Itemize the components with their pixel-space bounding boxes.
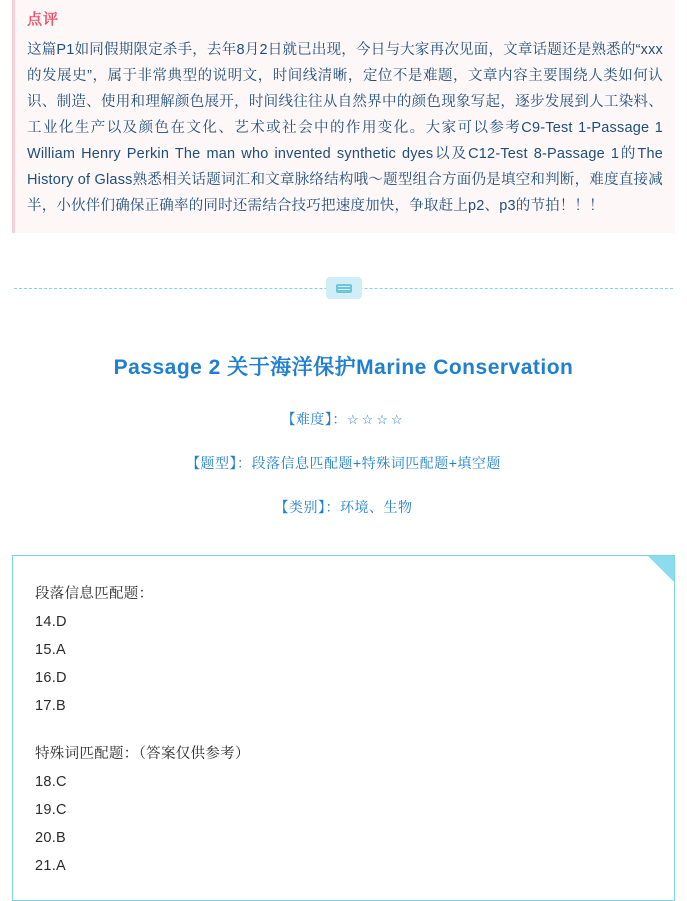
type-value: 段落信息匹配题+特殊词匹配题+填空题	[251, 455, 501, 471]
answer-group-spacer	[35, 720, 652, 740]
answer-item: 17.B	[35, 698, 67, 714]
answer-card	[12, 555, 675, 901]
comment-title: 点评	[27, 11, 60, 28]
passage-title: Passage 2 关于海洋保护Marine Conservation	[113, 356, 574, 379]
answer-item: 14.D	[35, 614, 67, 630]
answer-item: 19.C	[35, 802, 67, 818]
comment-body: 这篇P1如同假期限定杀手，去年8月2日就已出现，今日与大家再次见面，文章话题还是熟悉的“xxx的发展史”，属于非常典型的说明文，时间线清晰，定位不是难题，文章内容主要围绕人类如何认识、制造、使用和理解颜色展开，时间线往往从自然界中的颜色现象写起，逐步发展到人工染料、工业化生产以及颜色在文化、艺术或社会中的作用变化。大家可以参考C9-Test 1-Passage 1 William Henry Perkin The man who invented synthetic dyes以及C12-Test 8-Passage 1的The History of Glass熟悉相关话题词汇和文章脉络结构哦～题型组合方面仍是填空和判断，难度直接减半，小伙伴们确保正确率的同时还需结合技巧把速度加快，争取赶上p2、p3的节拍！！！	[27, 42, 663, 214]
corner-fold-decoration	[648, 556, 674, 582]
difficulty-label: 【难度】：	[281, 411, 347, 427]
answer-group-title: 段落信息匹配题：	[35, 586, 154, 602]
answer-item: 18.C	[35, 774, 67, 790]
passage-difficulty	[0, 409, 687, 429]
answer-item: 16.D	[35, 670, 67, 686]
answer-item: 15.A	[35, 642, 67, 658]
comment-block	[12, 0, 675, 233]
difficulty-stars: ☆☆☆☆	[346, 412, 406, 427]
passage-type	[0, 453, 687, 473]
answer-group-title: 特殊词匹配题：（答案仅供参考）	[35, 746, 250, 762]
category-label: 【类别】：	[274, 499, 340, 515]
answer-item: 21.A	[35, 858, 67, 874]
category-value: 环境、生物	[340, 499, 413, 515]
section-divider	[14, 275, 673, 303]
book-badge-icon	[326, 277, 362, 299]
book-badge-inner-icon	[336, 284, 352, 293]
type-label: 【题型】：	[186, 455, 252, 471]
answer-item: 20.B	[35, 830, 67, 846]
passage-category	[0, 497, 687, 517]
